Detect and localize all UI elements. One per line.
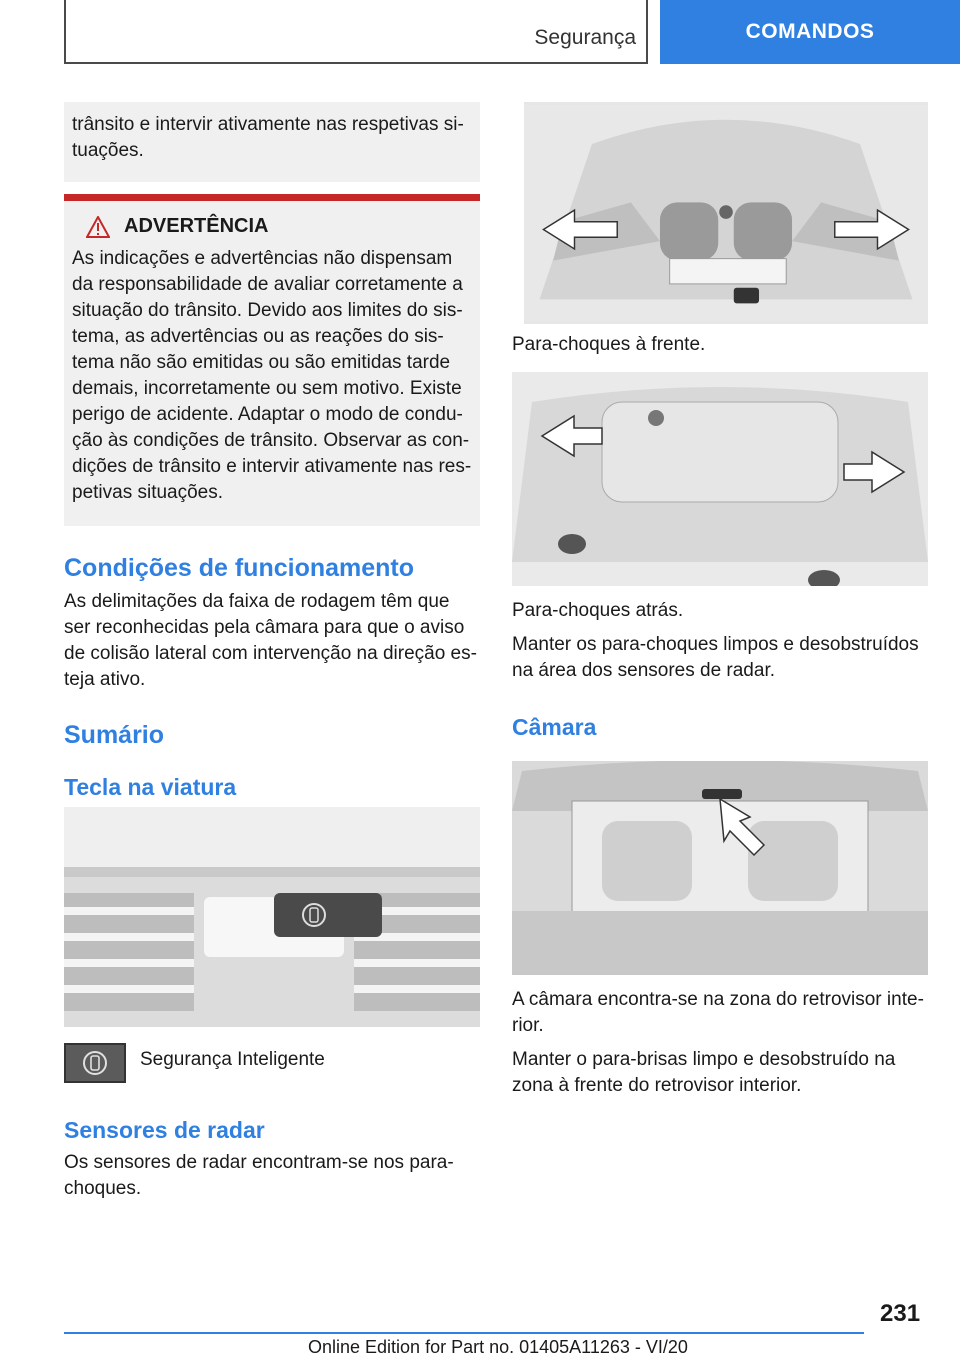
heading-conditions: Condições de funcionamento [64, 554, 415, 582]
paragraph-camera: Manter o para-brisas limpo e desobstruído na zona à frente do retrovisor interior. [512, 1049, 896, 1096]
dashboard-button-figure [64, 807, 480, 1027]
warning-box [64, 194, 480, 526]
heading-summary: Sumário [64, 721, 165, 749]
button-label: Segurança Inteligente [140, 1049, 325, 1070]
rear-bumper-figure [512, 372, 928, 586]
caption-rear-bumper: Para-choques atrás. [512, 600, 684, 621]
paragraph-radar: Os sensores de radar encontram-se nos para-choques. [64, 1152, 454, 1199]
warning-title: ADVERTÊNCIA [124, 215, 269, 237]
paragraph-bumpers: Manter os para-choques limpos e desobstruídos na área dos sensores de radar. [512, 634, 919, 681]
button-legend [64, 1043, 480, 1083]
right-column [512, 102, 928, 1107]
footer-rule [64, 1332, 864, 1334]
intro-text: trânsito e intervir ativamente nas respetivas situações. [72, 114, 464, 161]
heading-button: Tecla na viatura [64, 774, 237, 800]
left-column [64, 102, 480, 1210]
intelligent-safety-icon [64, 1043, 126, 1083]
intro-box [64, 102, 480, 182]
heading-radar: Sensores de radar [64, 1117, 265, 1143]
header-chapter-tab[interactable]: COMANDOS [660, 0, 960, 64]
page-number: 231 [880, 1300, 921, 1327]
warning-triangle-icon [86, 216, 110, 238]
header-section: Segurança [534, 26, 636, 49]
footer-edition: Online Edition for Part no. 01405A11263 - VI/20 [308, 1337, 688, 1357]
caption-camera: A câmara encontra-se na zona do retrovisor interior. [512, 989, 924, 1036]
caption-front-bumper: Para-choques à frente. [512, 334, 706, 355]
camera-interior-figure [512, 761, 928, 975]
paragraph-conditions: As delimitações da faixa de rodagem têm que ser reconhecidas pela câmara para que o aviso de colisão lateral com intervenção na direção esteja ativo. [64, 591, 477, 690]
warning-header [86, 215, 472, 238]
heading-camera: Câmara [512, 714, 597, 740]
warning-text: As indicações e advertências não dispensam da responsabilidade de avaliar corretamente a situação do trânsito. Devido aos limites do sistema, as advertências ou as reações do sistema não são emitidas ou são emitidas tarde demais, incorretamente ou sem motivo. Existe perigo de acidente. Adaptar o modo de condução às condições de trânsito. Observar as condições de trânsito e intervir ativamente nas respetivas situações. [72, 248, 472, 503]
front-bumper-figure [524, 102, 928, 324]
